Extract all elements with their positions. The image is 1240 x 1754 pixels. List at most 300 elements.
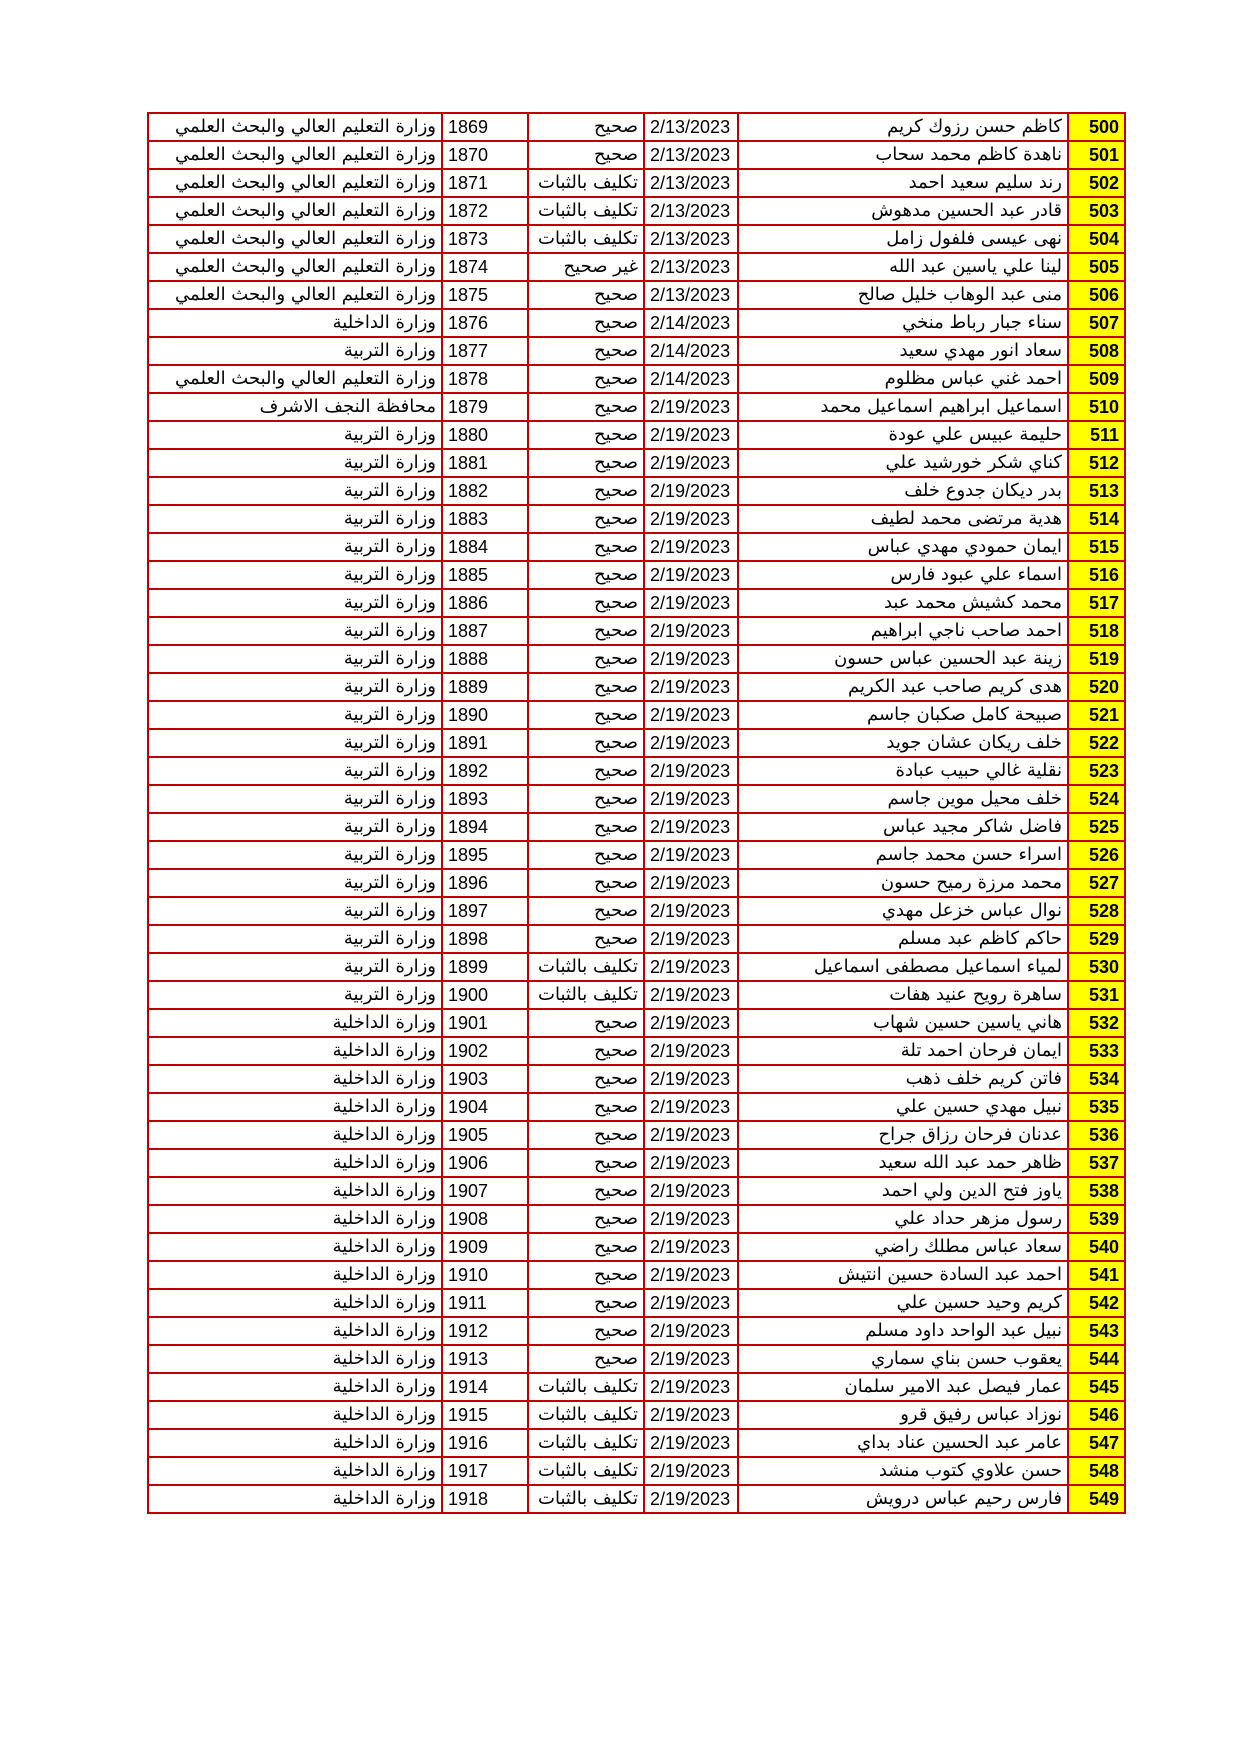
status-cell: صحيح (528, 421, 644, 449)
row-number-cell: 531 (1068, 981, 1125, 1009)
ministry-cell: وزارة الداخلية (148, 1261, 442, 1289)
date-cell: 2/19/2023 (644, 1289, 738, 1317)
id-cell: 1913 (442, 1345, 528, 1373)
ministry-cell: وزارة الداخلية (148, 1429, 442, 1457)
table-row (148, 673, 1125, 701)
date-cell: 2/19/2023 (644, 1177, 738, 1205)
id-cell: 1897 (442, 897, 528, 925)
status-cell: صحيح (528, 925, 644, 953)
id-cell: 1915 (442, 1401, 528, 1429)
table-row (148, 1317, 1125, 1345)
row-number-cell: 534 (1068, 1065, 1125, 1093)
status-cell: تكليف بالثبات (528, 953, 644, 981)
name-cell: ساهرة رويح عنيد هفات (738, 981, 1068, 1009)
date-cell: 2/13/2023 (644, 281, 738, 309)
ministry-cell: وزارة التعليم العالي والبحث العلمي (148, 113, 442, 141)
table-row (148, 729, 1125, 757)
date-cell: 2/19/2023 (644, 1037, 738, 1065)
id-cell: 1877 (442, 337, 528, 365)
date-cell: 2/19/2023 (644, 393, 738, 421)
date-cell: 2/19/2023 (644, 1093, 738, 1121)
id-cell: 1875 (442, 281, 528, 309)
row-number-cell: 507 (1068, 309, 1125, 337)
ministry-cell: وزارة التربية (148, 589, 442, 617)
status-cell: تكليف بالثبات (528, 1485, 644, 1513)
status-cell: صحيح (528, 673, 644, 701)
table-row (148, 505, 1125, 533)
ministry-cell: وزارة التعليم العالي والبحث العلمي (148, 141, 442, 169)
row-number-cell: 500 (1068, 113, 1125, 141)
name-cell: سناء جبار رباط منخي (738, 309, 1068, 337)
status-cell: صحيح (528, 1065, 644, 1093)
id-cell: 1900 (442, 981, 528, 1009)
row-number-cell: 502 (1068, 169, 1125, 197)
row-number-cell: 545 (1068, 1373, 1125, 1401)
table-row (148, 841, 1125, 869)
id-cell: 1887 (442, 617, 528, 645)
id-cell: 1894 (442, 813, 528, 841)
status-cell: صحيح (528, 365, 644, 393)
status-cell: صحيح (528, 1177, 644, 1205)
date-cell: 2/19/2023 (644, 561, 738, 589)
id-cell: 1911 (442, 1289, 528, 1317)
date-cell: 2/19/2023 (644, 505, 738, 533)
id-cell: 1906 (442, 1149, 528, 1177)
row-number-cell: 525 (1068, 813, 1125, 841)
date-cell: 2/13/2023 (644, 169, 738, 197)
date-cell: 2/19/2023 (644, 533, 738, 561)
status-cell: صحيح (528, 393, 644, 421)
table-row (148, 225, 1125, 253)
ministry-cell: وزارة التربية (148, 981, 442, 1009)
id-cell: 1912 (442, 1317, 528, 1345)
id-cell: 1918 (442, 1485, 528, 1513)
table-row (148, 1485, 1125, 1513)
status-cell: صحيح (528, 1037, 644, 1065)
name-cell: صبيحة كامل صكبان جاسم (738, 701, 1068, 729)
ministry-cell: وزارة التربية (148, 841, 442, 869)
row-number-cell: 520 (1068, 673, 1125, 701)
table-row (148, 953, 1125, 981)
name-cell: حاكم كاظم عبد مسلم (738, 925, 1068, 953)
id-cell: 1870 (442, 141, 528, 169)
id-cell: 1881 (442, 449, 528, 477)
date-cell: 2/19/2023 (644, 477, 738, 505)
status-cell: صحيح (528, 1149, 644, 1177)
date-cell: 2/14/2023 (644, 365, 738, 393)
name-cell: عامر عبد الحسين عناد بداي (738, 1429, 1068, 1457)
table-row (148, 785, 1125, 813)
ministry-cell: وزارة التربية (148, 505, 442, 533)
name-cell: نبيل مهدي حسين علي (738, 1093, 1068, 1121)
table-row (148, 1457, 1125, 1485)
status-cell: صحيح (528, 841, 644, 869)
row-number-cell: 527 (1068, 869, 1125, 897)
id-cell: 1893 (442, 785, 528, 813)
name-cell: فاضل شاكر مجيد عباس (738, 813, 1068, 841)
row-number-cell: 537 (1068, 1149, 1125, 1177)
ministry-cell: وزارة الداخلية (148, 1037, 442, 1065)
id-cell: 1901 (442, 1009, 528, 1037)
status-cell: صحيح (528, 1121, 644, 1149)
id-cell: 1889 (442, 673, 528, 701)
date-cell: 2/19/2023 (644, 925, 738, 953)
status-cell: صحيح (528, 1233, 644, 1261)
table-row (148, 1037, 1125, 1065)
ministry-cell: وزارة الداخلية (148, 1233, 442, 1261)
status-cell: صحيح (528, 589, 644, 617)
row-number-cell: 543 (1068, 1317, 1125, 1345)
id-cell: 1890 (442, 701, 528, 729)
date-cell: 2/19/2023 (644, 1457, 738, 1485)
ministry-cell: وزارة التربية (148, 869, 442, 897)
table-row (148, 197, 1125, 225)
row-number-cell: 530 (1068, 953, 1125, 981)
status-cell: غير صحيح (528, 253, 644, 281)
table-row (148, 1093, 1125, 1121)
name-cell: سعاد عباس مطلك راضي (738, 1233, 1068, 1261)
ministry-cell: وزارة التعليم العالي والبحث العلمي (148, 225, 442, 253)
name-cell: اسراء حسن محمد جاسم (738, 841, 1068, 869)
status-cell: صحيح (528, 1317, 644, 1345)
status-cell: صحيح (528, 869, 644, 897)
row-number-cell: 521 (1068, 701, 1125, 729)
ministry-cell: وزارة التعليم العالي والبحث العلمي (148, 197, 442, 225)
row-number-cell: 505 (1068, 253, 1125, 281)
row-number-cell: 526 (1068, 841, 1125, 869)
row-number-cell: 533 (1068, 1037, 1125, 1065)
table-row (148, 253, 1125, 281)
table-row (148, 1009, 1125, 1037)
status-cell: تكليف بالثبات (528, 1401, 644, 1429)
status-cell: صحيح (528, 449, 644, 477)
ministry-cell: وزارة التعليم العالي والبحث العلمي (148, 253, 442, 281)
status-cell: صحيح (528, 141, 644, 169)
date-cell: 2/19/2023 (644, 981, 738, 1009)
table-row (148, 169, 1125, 197)
ministry-cell: وزارة التربية (148, 785, 442, 813)
status-cell: صحيح (528, 785, 644, 813)
table-row (148, 477, 1125, 505)
date-cell: 2/19/2023 (644, 897, 738, 925)
name-cell: احمد غني عباس مظلوم (738, 365, 1068, 393)
ministry-cell: وزارة الداخلية (148, 1009, 442, 1037)
date-cell: 2/13/2023 (644, 253, 738, 281)
id-cell: 1873 (442, 225, 528, 253)
name-cell: عمار فيصل عبد الامير سلمان (738, 1373, 1068, 1401)
name-cell: ناهدة كاظم محمد سحاب (738, 141, 1068, 169)
table-row (148, 869, 1125, 897)
id-cell: 1910 (442, 1261, 528, 1289)
id-cell: 1886 (442, 589, 528, 617)
name-cell: اسماء علي عبود فارس (738, 561, 1068, 589)
name-cell: لينا علي ياسين عبد الله (738, 253, 1068, 281)
row-number-cell: 528 (1068, 897, 1125, 925)
id-cell: 1874 (442, 253, 528, 281)
id-cell: 1871 (442, 169, 528, 197)
date-cell: 2/19/2023 (644, 729, 738, 757)
date-cell: 2/19/2023 (644, 589, 738, 617)
table-row (148, 645, 1125, 673)
status-cell: تكليف بالثبات (528, 1373, 644, 1401)
id-cell: 1903 (442, 1065, 528, 1093)
table-row (148, 309, 1125, 337)
date-cell: 2/19/2023 (644, 1429, 738, 1457)
name-cell: نقلية غالي حبيب عبادة (738, 757, 1068, 785)
name-cell: كاظم حسن رزوك كريم (738, 113, 1068, 141)
date-cell: 2/19/2023 (644, 645, 738, 673)
date-cell: 2/19/2023 (644, 813, 738, 841)
id-cell: 1878 (442, 365, 528, 393)
ministry-cell: محافظة النجف الاشرف (148, 393, 442, 421)
row-number-cell: 509 (1068, 365, 1125, 393)
status-cell: صحيح (528, 309, 644, 337)
date-cell: 2/19/2023 (644, 757, 738, 785)
name-cell: احمد صاحب ناجي ابراهيم (738, 617, 1068, 645)
date-cell: 2/19/2023 (644, 841, 738, 869)
ministry-cell: وزارة التربية (148, 757, 442, 785)
ministry-cell: وزارة التربية (148, 561, 442, 589)
table-row (148, 393, 1125, 421)
status-cell: صحيح (528, 561, 644, 589)
ministry-cell: وزارة الداخلية (148, 309, 442, 337)
table-row (148, 897, 1125, 925)
ministry-cell: وزارة التربية (148, 533, 442, 561)
name-cell: سعاد انور مهدي سعيد (738, 337, 1068, 365)
name-cell: زينة عبد الحسين عباس حسون (738, 645, 1068, 673)
table-row (148, 589, 1125, 617)
ministry-cell: وزارة الداخلية (148, 1177, 442, 1205)
ministry-cell: وزارة التربية (148, 953, 442, 981)
date-cell: 2/19/2023 (644, 1401, 738, 1429)
table-row (148, 1429, 1125, 1457)
id-cell: 1883 (442, 505, 528, 533)
name-cell: نوزاد عباس رفيق قرو (738, 1401, 1068, 1429)
name-cell: نهى عيسى فلفول زامل (738, 225, 1068, 253)
ministry-cell: وزارة التربية (148, 925, 442, 953)
records-table-body (148, 113, 1125, 1513)
status-cell: صحيح (528, 813, 644, 841)
row-number-cell: 504 (1068, 225, 1125, 253)
ministry-cell: وزارة الداخلية (148, 1485, 442, 1513)
name-cell: قادر عبد الحسين مدهوش (738, 197, 1068, 225)
date-cell: 2/19/2023 (644, 953, 738, 981)
date-cell: 2/14/2023 (644, 337, 738, 365)
name-cell: عدنان فرحان رزاق جراح (738, 1121, 1068, 1149)
status-cell: صحيح (528, 505, 644, 533)
date-cell: 2/19/2023 (644, 1121, 738, 1149)
status-cell: تكليف بالثبات (528, 169, 644, 197)
name-cell: نبيل عبد الواحد داود مسلم (738, 1317, 1068, 1345)
date-cell: 2/19/2023 (644, 421, 738, 449)
row-number-cell: 515 (1068, 533, 1125, 561)
row-number-cell: 501 (1068, 141, 1125, 169)
table-row (148, 757, 1125, 785)
ministry-cell: وزارة التربية (148, 617, 442, 645)
id-cell: 1917 (442, 1457, 528, 1485)
name-cell: فاتن كريم خلف ذهب (738, 1065, 1068, 1093)
status-cell: صحيح (528, 1261, 644, 1289)
row-number-cell: 503 (1068, 197, 1125, 225)
status-cell: صحيح (528, 1093, 644, 1121)
id-cell: 1880 (442, 421, 528, 449)
row-number-cell: 538 (1068, 1177, 1125, 1205)
table-row (148, 617, 1125, 645)
name-cell: منى عبد الوهاب خليل صالح (738, 281, 1068, 309)
name-cell: فارس رحيم عباس درويش (738, 1485, 1068, 1513)
row-number-cell: 508 (1068, 337, 1125, 365)
name-cell: بدر ديكان جدوع خلف (738, 477, 1068, 505)
row-number-cell: 548 (1068, 1457, 1125, 1485)
name-cell: احمد عبد السادة حسين انتيش (738, 1261, 1068, 1289)
name-cell: رسول مزهر حداد علي (738, 1205, 1068, 1233)
row-number-cell: 522 (1068, 729, 1125, 757)
row-number-cell: 506 (1068, 281, 1125, 309)
date-cell: 2/13/2023 (644, 225, 738, 253)
ministry-cell: وزارة الداخلية (148, 1121, 442, 1149)
table-row (148, 365, 1125, 393)
id-cell: 1882 (442, 477, 528, 505)
status-cell: صحيح (528, 337, 644, 365)
name-cell: يعقوب حسن بناي سماري (738, 1345, 1068, 1373)
id-cell: 1869 (442, 113, 528, 141)
status-cell: صحيح (528, 1009, 644, 1037)
row-number-cell: 529 (1068, 925, 1125, 953)
date-cell: 2/13/2023 (644, 197, 738, 225)
status-cell: تكليف بالثبات (528, 225, 644, 253)
id-cell: 1885 (442, 561, 528, 589)
ministry-cell: وزارة الداخلية (148, 1457, 442, 1485)
ministry-cell: وزارة التعليم العالي والبحث العلمي (148, 365, 442, 393)
status-cell: تكليف بالثبات (528, 1429, 644, 1457)
table-row (148, 1205, 1125, 1233)
date-cell: 2/19/2023 (644, 1317, 738, 1345)
status-cell: صحيح (528, 897, 644, 925)
status-cell: صحيح (528, 729, 644, 757)
status-cell: صحيح (528, 1345, 644, 1373)
status-cell: صحيح (528, 477, 644, 505)
table-row (148, 449, 1125, 477)
date-cell: 2/19/2023 (644, 1205, 738, 1233)
ministry-cell: وزارة التربية (148, 813, 442, 841)
name-cell: هاني ياسين حسين شهاب (738, 1009, 1068, 1037)
date-cell: 2/19/2023 (644, 673, 738, 701)
table-row (148, 1149, 1125, 1177)
date-cell: 2/19/2023 (644, 1373, 738, 1401)
date-cell: 2/19/2023 (644, 1233, 738, 1261)
status-cell: تكليف بالثبات (528, 1457, 644, 1485)
date-cell: 2/19/2023 (644, 449, 738, 477)
name-cell: اسماعيل ابراهيم اسماعيل محمد (738, 393, 1068, 421)
row-number-cell: 513 (1068, 477, 1125, 505)
name-cell: هدية مرتضى محمد لطيف (738, 505, 1068, 533)
ministry-cell: وزارة الداخلية (148, 1317, 442, 1345)
name-cell: لمياء اسماعيل مصطفى اسماعيل (738, 953, 1068, 981)
date-cell: 2/19/2023 (644, 1065, 738, 1093)
name-cell: خلف ريكان عشان جويد (738, 729, 1068, 757)
table-row (148, 561, 1125, 589)
name-cell: خلف محيل موين جاسم (738, 785, 1068, 813)
ministry-cell: وزارة الداخلية (148, 1065, 442, 1093)
name-cell: كناي شكر خورشيد علي (738, 449, 1068, 477)
id-cell: 1879 (442, 393, 528, 421)
name-cell: حليمة عبيس علي عودة (738, 421, 1068, 449)
table-row (148, 925, 1125, 953)
status-cell: صحيح (528, 617, 644, 645)
ministry-cell: وزارة التربية (148, 701, 442, 729)
row-number-cell: 549 (1068, 1485, 1125, 1513)
table-row (148, 1345, 1125, 1373)
status-cell: صحيح (528, 645, 644, 673)
date-cell: 2/19/2023 (644, 617, 738, 645)
row-number-cell: 546 (1068, 1401, 1125, 1429)
ministry-cell: وزارة التربية (148, 477, 442, 505)
status-cell: صحيح (528, 113, 644, 141)
ministry-cell: وزارة التربية (148, 645, 442, 673)
ministry-cell: وزارة التربية (148, 337, 442, 365)
id-cell: 1902 (442, 1037, 528, 1065)
table-row (148, 1177, 1125, 1205)
status-cell: صحيح (528, 757, 644, 785)
name-cell: ظاهر حمد عبد الله سعيد (738, 1149, 1068, 1177)
table-row (148, 421, 1125, 449)
row-number-cell: 510 (1068, 393, 1125, 421)
date-cell: 2/13/2023 (644, 113, 738, 141)
table-row (148, 281, 1125, 309)
id-cell: 1884 (442, 533, 528, 561)
date-cell: 2/13/2023 (644, 141, 738, 169)
table-row (148, 1121, 1125, 1149)
table-row (148, 1065, 1125, 1093)
id-cell: 1899 (442, 953, 528, 981)
name-cell: رند سليم سعيد احمد (738, 169, 1068, 197)
name-cell: حسن علاوي كتوب منشد (738, 1457, 1068, 1485)
id-cell: 1916 (442, 1429, 528, 1457)
ministry-cell: وزارة الداخلية (148, 1093, 442, 1121)
id-cell: 1896 (442, 869, 528, 897)
name-cell: كريم وحيد حسين علي (738, 1289, 1068, 1317)
ministry-cell: وزارة الداخلية (148, 1149, 442, 1177)
id-cell: 1872 (442, 197, 528, 225)
row-number-cell: 519 (1068, 645, 1125, 673)
table-row (148, 337, 1125, 365)
row-number-cell: 511 (1068, 421, 1125, 449)
row-number-cell: 536 (1068, 1121, 1125, 1149)
name-cell: ايمان فرحان احمد تلة (738, 1037, 1068, 1065)
id-cell: 1895 (442, 841, 528, 869)
id-cell: 1888 (442, 645, 528, 673)
row-number-cell: 541 (1068, 1261, 1125, 1289)
row-number-cell: 542 (1068, 1289, 1125, 1317)
row-number-cell: 535 (1068, 1093, 1125, 1121)
table-row (148, 701, 1125, 729)
table-row (148, 1233, 1125, 1261)
date-cell: 2/19/2023 (644, 701, 738, 729)
records-table (147, 112, 1126, 1514)
id-cell: 1891 (442, 729, 528, 757)
date-cell: 2/19/2023 (644, 1345, 738, 1373)
status-cell: صحيح (528, 1205, 644, 1233)
id-cell: 1908 (442, 1205, 528, 1233)
ministry-cell: وزارة الداخلية (148, 1373, 442, 1401)
row-number-cell: 539 (1068, 1205, 1125, 1233)
id-cell: 1904 (442, 1093, 528, 1121)
date-cell: 2/14/2023 (644, 309, 738, 337)
id-cell: 1914 (442, 1373, 528, 1401)
date-cell: 2/19/2023 (644, 1009, 738, 1037)
name-cell: محمد مرزة رميح حسون (738, 869, 1068, 897)
table-row (148, 1401, 1125, 1429)
